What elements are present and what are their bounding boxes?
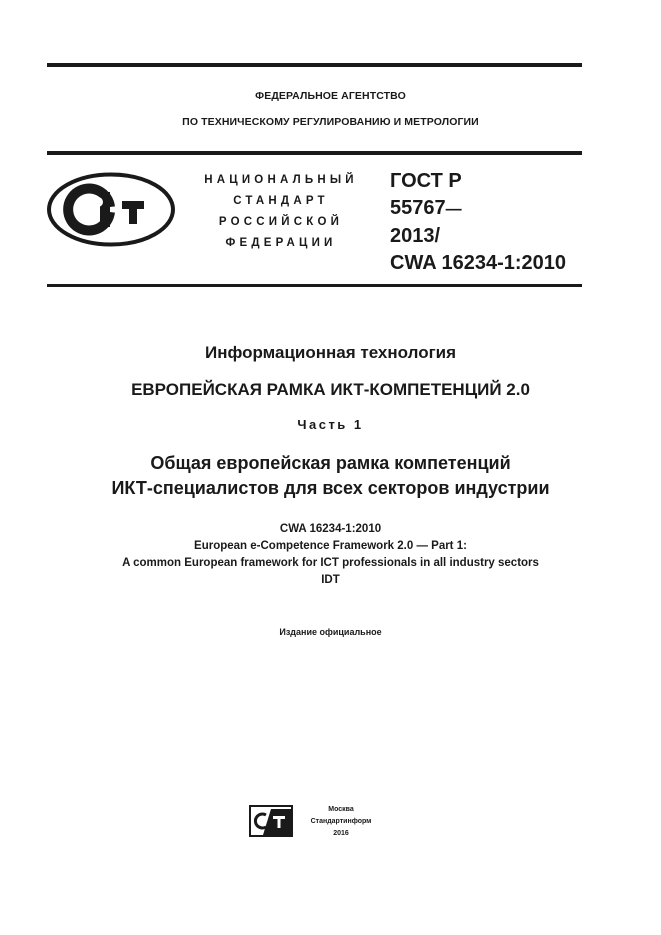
standard-type	[196, 170, 366, 254]
title-line-3b: ИКТ-специалистов для всех секторов индустрии	[111, 478, 550, 498]
standard-designation	[390, 168, 566, 277]
agency-line-1: ФЕДЕРАЛЬНОЕ АГЕНТСТВО	[255, 90, 406, 102]
english-line-4: IDT	[321, 574, 340, 586]
top-rule	[47, 63, 582, 67]
english-line-3: A common European framework for ICT professionals in all industry sectors	[122, 557, 539, 569]
publisher-city: Москва	[328, 806, 354, 813]
title-line-1: Информационная технология	[204, 343, 457, 362]
rst-logo-icon	[46, 172, 176, 247]
designation-number: 55767	[390, 197, 446, 219]
edition-label: Издание официальное	[279, 627, 382, 637]
designation-line-4: CWA 16234-1:2010	[390, 252, 567, 274]
standard-type-line-3: РОССИЙСКОЙ	[218, 216, 344, 228]
designation-line-2	[390, 195, 566, 223]
english-line-2: European e-Competence Framework 2.0 — Part 1:	[194, 540, 467, 552]
title-line-3a: Общая европейская рамка компетенций	[150, 453, 511, 473]
standard-type-line-4: ФЕДЕРАЦИИ	[225, 237, 337, 249]
english-line-1: CWA 16234-1:2010	[279, 523, 382, 535]
standard-type-line-1: НАЦИОНАЛЬНЫЙ	[204, 174, 358, 186]
publisher-year: 2016	[333, 830, 349, 837]
title-line-2: ЕВРОПЕЙСКАЯ РАМКА ИКТ-КОМПЕТЕНЦИЙ 2.0	[131, 380, 530, 399]
standartinform-logo-icon	[249, 805, 293, 837]
designation-line-1: ГОСТ Р	[390, 170, 462, 192]
part-label: Часть 1	[297, 417, 364, 432]
publisher-name: Стандартинформ	[310, 818, 372, 825]
standard-type-line-2: СТАНДАРТ	[233, 195, 329, 207]
designation-dash: —	[445, 201, 462, 218]
publisher-info	[296, 804, 386, 840]
agency-line-2: ПО ТЕХНИЧЕСКОМУ РЕГУЛИРОВАНИЮ И МЕТРОЛОГИИ	[182, 116, 479, 128]
designation-line-3: 2013/	[390, 225, 441, 247]
designation-rule	[47, 284, 582, 287]
header-rule	[47, 151, 582, 155]
